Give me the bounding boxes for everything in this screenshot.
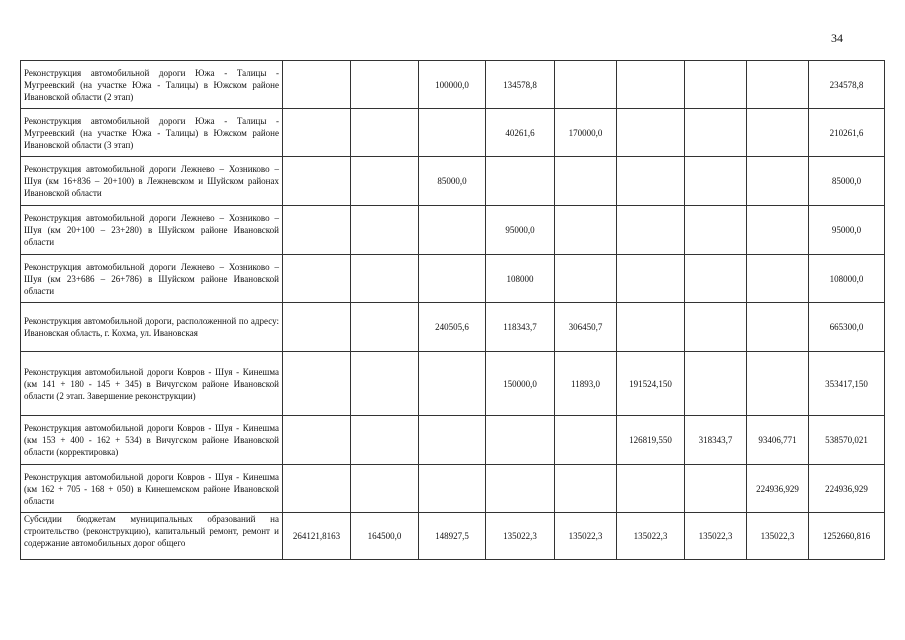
value-cell: 134578,8 <box>486 61 555 109</box>
value-cell: 538570,021 <box>809 416 885 465</box>
value-cell: 108000,0 <box>809 255 885 303</box>
value-cell <box>555 61 617 109</box>
value-cell <box>419 352 486 416</box>
value-cell: 353417,150 <box>809 352 885 416</box>
table-row <box>21 206 885 255</box>
value-cell: 93406,771 <box>747 416 809 465</box>
value-cell: 95000,0 <box>809 206 885 255</box>
value-cell <box>617 61 685 109</box>
table-row <box>21 416 885 465</box>
value-cell: 210261,6 <box>809 109 885 157</box>
value-cell <box>685 303 747 352</box>
value-cell <box>555 157 617 206</box>
value-cell: 85000,0 <box>419 157 486 206</box>
value-cell <box>419 416 486 465</box>
value-cell: 40261,6 <box>486 109 555 157</box>
value-cell <box>747 157 809 206</box>
row-name-cell: Реконструкция автомобильной дороги Ковров - Шуя - Кинешма (км 162 + 705 - 168 + 050) в Кинешемском районе Ивановской области <box>21 465 283 513</box>
value-cell <box>685 109 747 157</box>
value-cell: 224936,929 <box>747 465 809 513</box>
value-cell: 191524,150 <box>617 352 685 416</box>
value-cell: 234578,8 <box>809 61 885 109</box>
value-cell: 306450,7 <box>555 303 617 352</box>
value-cell <box>351 465 419 513</box>
value-cell <box>283 416 351 465</box>
value-cell <box>747 61 809 109</box>
table-row <box>21 61 885 109</box>
table-row <box>21 465 885 513</box>
value-cell <box>351 352 419 416</box>
value-cell <box>617 157 685 206</box>
value-cell <box>351 206 419 255</box>
value-cell <box>617 206 685 255</box>
table-body <box>21 61 885 560</box>
table-row <box>21 157 885 206</box>
value-cell: 665300,0 <box>809 303 885 352</box>
value-cell <box>747 352 809 416</box>
value-cell <box>685 352 747 416</box>
row-name-cell: Реконструкция автомобильной дороги, расположенной по адресу: Ивановская область, г. Кохма, ул. Ивановская <box>21 303 283 352</box>
row-name-cell: Реконструкция автомобильной дороги Южа - Талицы - Мугреевский (на участке Южа - Талицы) в Южском районе Ивановской области (3 этап) <box>21 109 283 157</box>
value-cell <box>351 109 419 157</box>
value-cell: 135022,3 <box>555 513 617 560</box>
value-cell <box>747 255 809 303</box>
value-cell <box>617 465 685 513</box>
value-cell <box>617 109 685 157</box>
value-cell <box>351 255 419 303</box>
row-name-cell: Реконструкция автомобильной дороги Ковров - Шуя - Кинешма (км 141 + 180 - 145 + 345) в Вичугском районе Ивановской области (2 этап. Завершение реконструкции) <box>21 352 283 416</box>
value-cell: 118343,7 <box>486 303 555 352</box>
value-cell: 264121,8163 <box>283 513 351 560</box>
table-row <box>21 255 885 303</box>
table-row <box>21 109 885 157</box>
value-cell: 1252660,816 <box>809 513 885 560</box>
value-cell: 85000,0 <box>809 157 885 206</box>
value-cell: 135022,3 <box>617 513 685 560</box>
table-row <box>21 513 885 560</box>
value-cell: 135022,3 <box>685 513 747 560</box>
page-number: 34 <box>831 31 843 45</box>
value-cell <box>486 157 555 206</box>
value-cell <box>685 157 747 206</box>
value-cell <box>283 206 351 255</box>
value-cell <box>351 416 419 465</box>
value-cell <box>351 157 419 206</box>
value-cell: 100000,0 <box>419 61 486 109</box>
value-cell: 135022,3 <box>486 513 555 560</box>
value-cell <box>747 206 809 255</box>
value-cell <box>351 61 419 109</box>
value-cell <box>555 465 617 513</box>
value-cell: 164500,0 <box>351 513 419 560</box>
value-cell <box>555 255 617 303</box>
value-cell <box>685 465 747 513</box>
value-cell: 150000,0 <box>486 352 555 416</box>
value-cell <box>283 255 351 303</box>
row-name-cell: Реконструкция автомобильной дороги Лежнево – Хозниково – Шуя (км 16+836 – 20+100) в Лежневском и Шуйском районах Ивановской области <box>21 157 283 206</box>
value-cell <box>283 157 351 206</box>
row-name-cell: Реконструкция автомобильной дороги Ковров - Шуя - Кинешма (км 153 + 400 - 162 + 534) в Вичугском районе Ивановской области (корректировка) <box>21 416 283 465</box>
value-cell: 135022,3 <box>747 513 809 560</box>
table-row <box>21 352 885 416</box>
value-cell <box>419 465 486 513</box>
value-cell <box>283 465 351 513</box>
value-cell <box>419 255 486 303</box>
value-cell <box>617 255 685 303</box>
row-name-cell: Реконструкция автомобильной дороги Лежнево – Хозниково – Шуя (км 20+100 – 23+280) в Шуйском районе Ивановской области <box>21 206 283 255</box>
value-cell <box>283 61 351 109</box>
value-cell: 108000 <box>486 255 555 303</box>
row-name-cell: Реконструкция автомобильной дороги Южа - Талицы - Мугреевский (на участке Южа - Талицы) в Южском районе Ивановской области (2 этап) <box>21 61 283 109</box>
value-cell <box>486 465 555 513</box>
value-cell: 318343,7 <box>685 416 747 465</box>
value-cell <box>555 206 617 255</box>
table-row <box>21 303 885 352</box>
value-cell <box>419 109 486 157</box>
row-name-cell: Субсидии бюджетам муниципальных образований на строительство (реконструкцию), капитальный ремонт, ремонт и содержание автомобильных дорог общего <box>21 513 283 560</box>
value-cell: 126819,550 <box>617 416 685 465</box>
value-cell <box>617 303 685 352</box>
value-cell <box>283 109 351 157</box>
budget-table <box>20 60 885 560</box>
value-cell: 170000,0 <box>555 109 617 157</box>
value-cell: 148927,5 <box>419 513 486 560</box>
value-cell: 95000,0 <box>486 206 555 255</box>
value-cell <box>685 61 747 109</box>
value-cell: 240505,6 <box>419 303 486 352</box>
value-cell <box>486 416 555 465</box>
value-cell: 11893,0 <box>555 352 617 416</box>
value-cell <box>747 109 809 157</box>
value-cell <box>747 303 809 352</box>
value-cell <box>555 416 617 465</box>
value-cell <box>351 303 419 352</box>
value-cell <box>283 352 351 416</box>
value-cell: 224936,929 <box>809 465 885 513</box>
value-cell <box>685 255 747 303</box>
row-name-cell: Реконструкция автомобильной дороги Лежнево – Хозниково – Шуя (км 23+686 – 26+786) в Шуйском районе Ивановской области <box>21 255 283 303</box>
value-cell <box>283 303 351 352</box>
value-cell <box>685 206 747 255</box>
value-cell <box>419 206 486 255</box>
